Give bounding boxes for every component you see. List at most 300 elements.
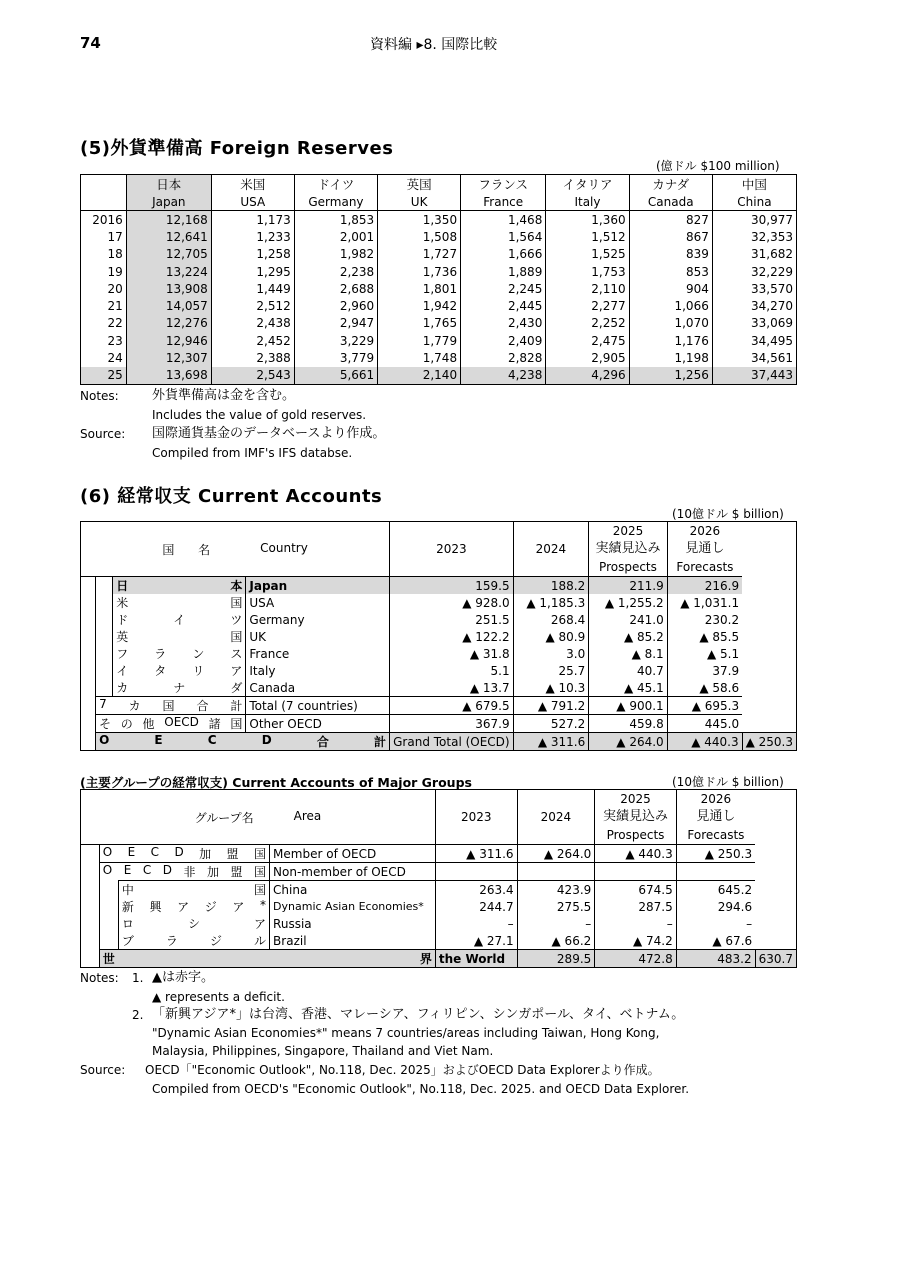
name-ja-char: * — [260, 898, 266, 912]
value-cell: 4,238 — [461, 367, 546, 385]
value-cell: ▲ 440.3 — [667, 733, 742, 751]
value-cell: 12,276 — [126, 315, 211, 332]
table-row — [81, 628, 797, 645]
value-cell: ▲ 85.2 — [589, 628, 667, 645]
name-ja-char: 国 — [253, 847, 266, 861]
reserves-header-en — [81, 193, 797, 211]
col-header-ja: フランス — [461, 175, 546, 194]
value-cell: 188.2 — [513, 577, 589, 595]
g-col-2025-en: Prospects — [606, 828, 665, 842]
name-ja-char: 計 — [374, 735, 387, 749]
table-row — [81, 881, 797, 899]
name-ja — [116, 662, 242, 679]
value-cell: 2,828 — [461, 349, 546, 366]
groups-notes-label: Notes: — [80, 971, 119, 985]
col-2025-ja: 実績見込み — [595, 541, 661, 556]
value-cell: 12,168 — [126, 211, 211, 229]
col-header-en: UK — [378, 193, 461, 211]
value-cell: 34,495 — [712, 332, 796, 349]
col-header-ja: 英国 — [378, 175, 461, 194]
value-cell: 445.0 — [667, 715, 742, 733]
value-cell: ▲ 900.1 — [589, 697, 667, 715]
value-cell: 483.2 — [676, 950, 755, 968]
reserves-note-ja: 外貨準備高は金を含む。 — [152, 388, 296, 403]
indent-cell — [81, 577, 96, 751]
value-cell: ▲ 250.3 — [742, 733, 796, 751]
value-cell: 867 — [629, 228, 712, 245]
year-cell: 18 — [107, 247, 123, 262]
value-cell — [595, 863, 676, 881]
value-cell: 1,889 — [461, 263, 546, 280]
value-cell: – — [595, 915, 676, 932]
name-ja-cell — [113, 662, 246, 679]
name-ja-char: D — [174, 845, 184, 859]
value-cell: 34,561 — [712, 349, 796, 366]
value-cell: 674.5 — [595, 881, 676, 899]
name-ja — [122, 898, 266, 915]
value-cell: 2,252 — [546, 315, 629, 332]
name-ja — [99, 733, 386, 750]
groups-table — [80, 789, 797, 968]
name-ja-char: ラ — [154, 647, 167, 661]
value-cell: ▲ 311.6 — [513, 733, 589, 751]
table-row — [81, 679, 797, 697]
table-row — [81, 228, 797, 245]
value-cell: 1,748 — [378, 349, 461, 366]
value-cell: 1,801 — [378, 280, 461, 297]
value-cell: 5,661 — [294, 367, 377, 385]
name-ja-char: 本 — [230, 579, 243, 593]
value-cell: 1,942 — [378, 297, 461, 314]
name-ja-cell — [113, 645, 246, 662]
value-cell: 1,727 — [378, 246, 461, 263]
table-row — [81, 280, 797, 297]
groups-source-label: Source: — [80, 1063, 126, 1077]
value-cell: 12,946 — [126, 332, 211, 349]
name-en-cell: Non-member of OECD — [270, 863, 436, 881]
value-cell: 1,982 — [294, 246, 377, 263]
value-cell: ▲ 122.2 — [390, 628, 513, 645]
value-cell: 1,468 — [461, 211, 546, 229]
value-cell: 289.5 — [517, 950, 595, 968]
value-cell: 1,512 — [546, 228, 629, 245]
name-ja-char: 国 — [230, 630, 243, 644]
value-cell: ▲ 74.2 — [595, 932, 676, 950]
name-ja-char: 英 — [116, 630, 129, 644]
name-ja — [116, 628, 242, 645]
name-en-cell: Grand Total (OECD) — [390, 733, 513, 751]
value-cell: 216.9 — [667, 577, 742, 595]
name-ja-cell — [118, 915, 269, 932]
reserves-source-label: Source: — [80, 427, 126, 441]
value-cell: 2,452 — [211, 332, 294, 349]
value-cell: 1,173 — [211, 211, 294, 229]
value-cell: 2,245 — [461, 280, 546, 297]
value-cell: 3.0 — [513, 645, 589, 662]
name-ja-char: ド — [116, 613, 129, 627]
value-cell: ▲ 440.3 — [595, 845, 676, 863]
name-ja-char: 国 — [230, 596, 243, 610]
name-ja-cell — [113, 611, 246, 628]
name-en-cell: Brazil — [270, 932, 436, 950]
g-col-2025 — [595, 790, 676, 845]
value-cell: ▲ 250.3 — [676, 845, 755, 863]
value-cell: ▲ 8.1 — [589, 645, 667, 662]
value-cell: ▲ 66.2 — [517, 932, 595, 950]
value-cell: 839 — [629, 246, 712, 263]
value-cell: 32,229 — [712, 263, 796, 280]
col-2024: 2024 — [513, 522, 589, 577]
name-ja-char: C — [142, 863, 152, 877]
year-cell: 20 — [107, 281, 123, 296]
table-row — [81, 211, 797, 229]
value-cell: 244.7 — [435, 898, 517, 915]
col-header-ja: 米国 — [211, 175, 294, 194]
name-ja-cell — [99, 845, 269, 863]
name-ja-char: 計 — [230, 699, 243, 713]
value-cell: ▲ 45.1 — [589, 679, 667, 697]
name-ja-char: ル — [254, 934, 267, 948]
year-cell: 2016 — [92, 212, 123, 227]
name-ja-char: 国 — [254, 883, 267, 897]
value-cell: 853 — [629, 263, 712, 280]
table-row — [81, 577, 797, 595]
name-en-cell: Italy — [246, 662, 390, 679]
name-ja-char: C — [207, 733, 217, 747]
value-cell: 630.7 — [755, 950, 796, 968]
name-ja-cell — [118, 932, 269, 950]
name-ja-char: 諸 — [208, 717, 221, 731]
name-ja-char: 米 — [116, 596, 129, 610]
value-cell: 159.5 — [390, 577, 513, 595]
reserves-note-en: Includes the value of gold reserves. — [152, 408, 367, 422]
running-header: 資料編 ▸8. 国際比較 — [370, 37, 498, 53]
value-cell: 1,295 — [211, 263, 294, 280]
name-ja-char: カ — [116, 681, 129, 695]
page-number: 74 — [80, 34, 101, 52]
name-ja-char: イ — [116, 664, 129, 678]
name-ja-char: O — [102, 863, 113, 877]
name-ja — [116, 645, 242, 662]
name-en-cell: Member of OECD — [270, 845, 436, 863]
table-row — [81, 246, 797, 263]
name-ja-char: 興 — [149, 900, 162, 914]
name-ja-char: ス — [230, 647, 243, 661]
name-ja — [116, 611, 242, 628]
note1-num: 1. — [132, 971, 144, 985]
value-cell: 14,057 — [126, 297, 211, 314]
note1-en: ▲ represents a deficit. — [152, 990, 285, 1004]
col-header-en: China — [712, 193, 796, 211]
value-cell: 1,233 — [211, 228, 294, 245]
value-cell — [676, 863, 755, 881]
value-cell: 13,698 — [126, 367, 211, 385]
value-cell: 37.9 — [667, 662, 742, 679]
value-cell: 34,270 — [712, 297, 796, 314]
g-col-2025-ja: 実績見込み — [602, 809, 668, 824]
value-cell: – — [435, 915, 517, 932]
value-cell: 2,388 — [211, 349, 294, 366]
name-ja-char: D — [261, 733, 272, 747]
value-cell: 2,947 — [294, 315, 377, 332]
reserves-header-ja — [81, 175, 797, 194]
value-cell: 4,296 — [546, 367, 629, 385]
value-cell: ▲ 791.2 — [513, 697, 589, 715]
reserves-notes-label: Notes: — [80, 389, 119, 403]
value-cell: 3,229 — [294, 332, 377, 349]
name-en-cell: Germany — [246, 611, 390, 628]
name-ja — [116, 594, 242, 611]
g-col-2026-year: 2026 — [700, 792, 732, 806]
value-cell: 2,543 — [211, 367, 294, 385]
name-en-cell: USA — [246, 594, 390, 611]
groups-unit: (10億ドル $ billion) — [672, 775, 784, 789]
value-cell: 645.2 — [676, 881, 755, 899]
value-cell: 294.6 — [676, 898, 755, 915]
col-2026-en: Forecasts — [676, 560, 734, 574]
name-en-cell: France — [246, 645, 390, 662]
value-cell: 2,512 — [211, 297, 294, 314]
name-en-cell: Dynamic Asian Economies* — [270, 898, 436, 915]
indent-cell — [81, 845, 100, 968]
name-ja — [116, 577, 242, 594]
area-header-ja: グループ名 — [194, 810, 254, 825]
value-cell: ▲ 31.8 — [390, 645, 513, 662]
col-header-en: Canada — [629, 193, 712, 211]
value-cell: 2,960 — [294, 297, 377, 314]
value-cell: 904 — [629, 280, 712, 297]
oecd-member-row — [81, 845, 797, 863]
name-ja-char: フ — [116, 647, 129, 661]
table-row — [81, 932, 797, 950]
table-row — [81, 898, 797, 915]
reserves-unit: (億ドル $100 million) — [656, 159, 780, 173]
reserves-table — [80, 174, 797, 385]
name-ja-char: ラ — [165, 934, 178, 948]
name-ja-char: ツ — [230, 613, 243, 627]
value-cell: 251.5 — [390, 611, 513, 628]
value-cell: 5.1 — [390, 662, 513, 679]
name-en-cell: Total (7 countries) — [246, 697, 390, 715]
note2-num: 2. — [132, 1008, 144, 1022]
current-unit: (10億ドル $ billion) — [672, 507, 784, 521]
name-ja-char: 盟 — [230, 865, 243, 879]
value-cell: 1,066 — [629, 297, 712, 314]
value-cell: 31,682 — [712, 246, 796, 263]
value-cell: 12,307 — [126, 349, 211, 366]
name-en-cell: Russia — [270, 915, 436, 932]
other-oecd-row — [81, 715, 797, 733]
name-ja — [99, 715, 242, 732]
g-col-2026 — [676, 790, 755, 845]
value-cell: 1,666 — [461, 246, 546, 263]
value-cell: 827 — [629, 211, 712, 229]
current-title: (6) 経常収支 Current Accounts — [80, 486, 383, 507]
name-ja-cell — [96, 697, 246, 715]
name-ja-cell — [113, 594, 246, 611]
value-cell: ▲ 85.5 — [667, 628, 742, 645]
name-ja-char: 非 — [183, 865, 196, 879]
value-cell: ▲ 5.1 — [667, 645, 742, 662]
value-cell: 1,360 — [546, 211, 629, 229]
name-ja-char: C — [150, 845, 160, 859]
col-2023: 2023 — [390, 522, 513, 577]
value-cell: 241.0 — [589, 611, 667, 628]
table-row — [81, 315, 797, 332]
col-header-ja: カナダ — [629, 175, 712, 194]
name-ja-char: ア — [177, 900, 190, 914]
name-ja-char: 加 — [207, 865, 220, 879]
value-cell: ▲ 1,031.1 — [667, 594, 742, 611]
name-ja-char: 中 — [121, 883, 134, 897]
value-cell: 25.7 — [513, 662, 589, 679]
name-ja-cell — [96, 715, 246, 733]
value-cell: 1,508 — [378, 228, 461, 245]
col-2026 — [667, 522, 742, 577]
name-en-cell: UK — [246, 628, 390, 645]
value-cell: 2,238 — [294, 263, 377, 280]
name-ja-char: ン — [192, 647, 205, 661]
name-ja-cell — [99, 950, 435, 968]
name-en-cell: Other OECD — [246, 715, 390, 733]
name-ja-char: リ — [192, 664, 205, 678]
name-ja-char: OECD — [164, 715, 199, 729]
value-cell: ▲ 1,255.2 — [589, 594, 667, 611]
value-cell: 472.8 — [595, 950, 676, 968]
table-row — [81, 263, 797, 280]
value-cell: ▲ 80.9 — [513, 628, 589, 645]
name-ja-char: ジ — [204, 900, 217, 914]
value-cell: ▲ 27.1 — [435, 932, 517, 950]
name-ja-char: 他 — [142, 717, 155, 731]
table-row — [81, 367, 797, 385]
year-cell: 21 — [107, 299, 123, 314]
name-ja-char: ナ — [173, 681, 186, 695]
value-cell: ▲ 679.5 — [390, 697, 513, 715]
value-cell: ▲ 1,185.3 — [513, 594, 589, 611]
name-ja-char: そ — [99, 717, 112, 731]
value-cell: 40.7 — [589, 662, 667, 679]
name-ja — [99, 697, 242, 714]
value-cell: 1,256 — [629, 367, 712, 385]
name-ja-char: E — [123, 863, 132, 877]
name-ja-cell — [113, 628, 246, 645]
name-ja-cell — [113, 679, 246, 697]
value-cell: 1,765 — [378, 315, 461, 332]
table-row — [81, 297, 797, 314]
value-cell: ▲ 58.6 — [667, 679, 742, 697]
name-ja-char: 国 — [230, 717, 243, 731]
name-ja-cell — [118, 881, 269, 899]
name-ja-char: シ — [187, 917, 200, 931]
value-cell: 1,350 — [378, 211, 461, 229]
value-cell: 12,641 — [126, 228, 211, 245]
name-ja-char: の — [120, 717, 133, 731]
name-ja — [122, 915, 266, 932]
col-2025 — [589, 522, 667, 577]
col-2025-year: 2025 — [612, 524, 644, 538]
reserves-source-en: Compiled from IMF's IFS databse. — [152, 446, 353, 460]
name-ja-char: E — [154, 733, 163, 747]
current-accounts-table — [80, 521, 797, 751]
value-cell: 30,977 — [712, 211, 796, 229]
value-cell: 287.5 — [595, 898, 676, 915]
value-cell: 367.9 — [390, 715, 513, 733]
name-ja-char: O — [99, 733, 110, 747]
value-cell: ▲ 13.7 — [390, 679, 513, 697]
value-cell: 2,438 — [211, 315, 294, 332]
value-cell: 2,688 — [294, 280, 377, 297]
value-cell: 230.2 — [667, 611, 742, 628]
value-cell: 3,779 — [294, 349, 377, 366]
groups-source-en: Compiled from OECD's "Economic Outlook", No.118, Dec. 2025. and OECD Data Explorer. — [152, 1082, 690, 1096]
name-ja-cell — [113, 577, 246, 595]
name-ja-char: イ — [173, 613, 186, 627]
value-cell: 459.8 — [589, 715, 667, 733]
value-cell — [517, 863, 595, 881]
groups-source-ja: OECD「"Economic Outlook", No.118, Dec. 2025」およびOECD Data Explorerより作成。 — [145, 1063, 660, 1077]
name-ja-char: O — [102, 845, 113, 859]
year-cell: 19 — [107, 264, 123, 279]
value-cell: 423.9 — [517, 881, 595, 899]
value-cell: 33,570 — [712, 280, 796, 297]
year-cell: 24 — [107, 351, 123, 366]
name-ja-char: 世 — [102, 952, 115, 966]
value-cell: 2,905 — [546, 349, 629, 366]
name-ja — [103, 863, 266, 880]
col-header-en: France — [461, 193, 546, 211]
value-cell: 1,853 — [294, 211, 377, 229]
name-ja-char: 合 — [316, 735, 329, 749]
table-row — [81, 611, 797, 628]
value-cell: 1,736 — [378, 263, 461, 280]
name-ja — [103, 845, 266, 862]
value-cell: 12,705 — [126, 246, 211, 263]
value-cell: 1,449 — [211, 280, 294, 297]
col-header-en: USA — [211, 193, 294, 211]
name-ja-char: 7 — [99, 697, 107, 711]
name-ja-char: ロ — [121, 917, 134, 931]
name-ja-char: 日 — [116, 579, 129, 593]
col-2025-en: Prospects — [599, 560, 657, 574]
value-cell: – — [517, 915, 595, 932]
value-cell: 1,198 — [629, 349, 712, 366]
name-ja-char: ダ — [230, 681, 243, 695]
table-row — [81, 645, 797, 662]
table-row — [81, 662, 797, 679]
name-ja-cell — [96, 733, 390, 751]
value-cell: ▲ 67.6 — [676, 932, 755, 950]
area-header-en: Area — [293, 808, 322, 823]
value-cell: 2,475 — [546, 332, 629, 349]
value-cell: 1,564 — [461, 228, 546, 245]
col-2026-ja: 見通し — [685, 541, 725, 556]
name-ja-cell — [118, 898, 269, 915]
col-2026-year: 2026 — [689, 524, 721, 538]
value-cell: 263.4 — [435, 881, 517, 899]
value-cell: ▲ 10.3 — [513, 679, 589, 697]
name-ja-char: 新 — [121, 900, 134, 914]
col-header-ja: 中国 — [712, 175, 796, 194]
value-cell: – — [676, 915, 755, 932]
groups-header-row — [81, 790, 797, 845]
value-cell: 1,258 — [211, 246, 294, 263]
country-header-en: Country — [260, 540, 308, 555]
indent-cell — [96, 577, 113, 697]
note2-ja: 「新興アジア*」は台湾、香港、マレーシア、フィリピン、シンガポール、タイ、ベトナム。 — [152, 1007, 685, 1022]
name-ja-char: 加 — [199, 847, 212, 861]
note2-en-line1: "Dynamic Asian Economies*" means 7 countries/areas including Taiwan, Hong Kong, — [152, 1026, 660, 1040]
